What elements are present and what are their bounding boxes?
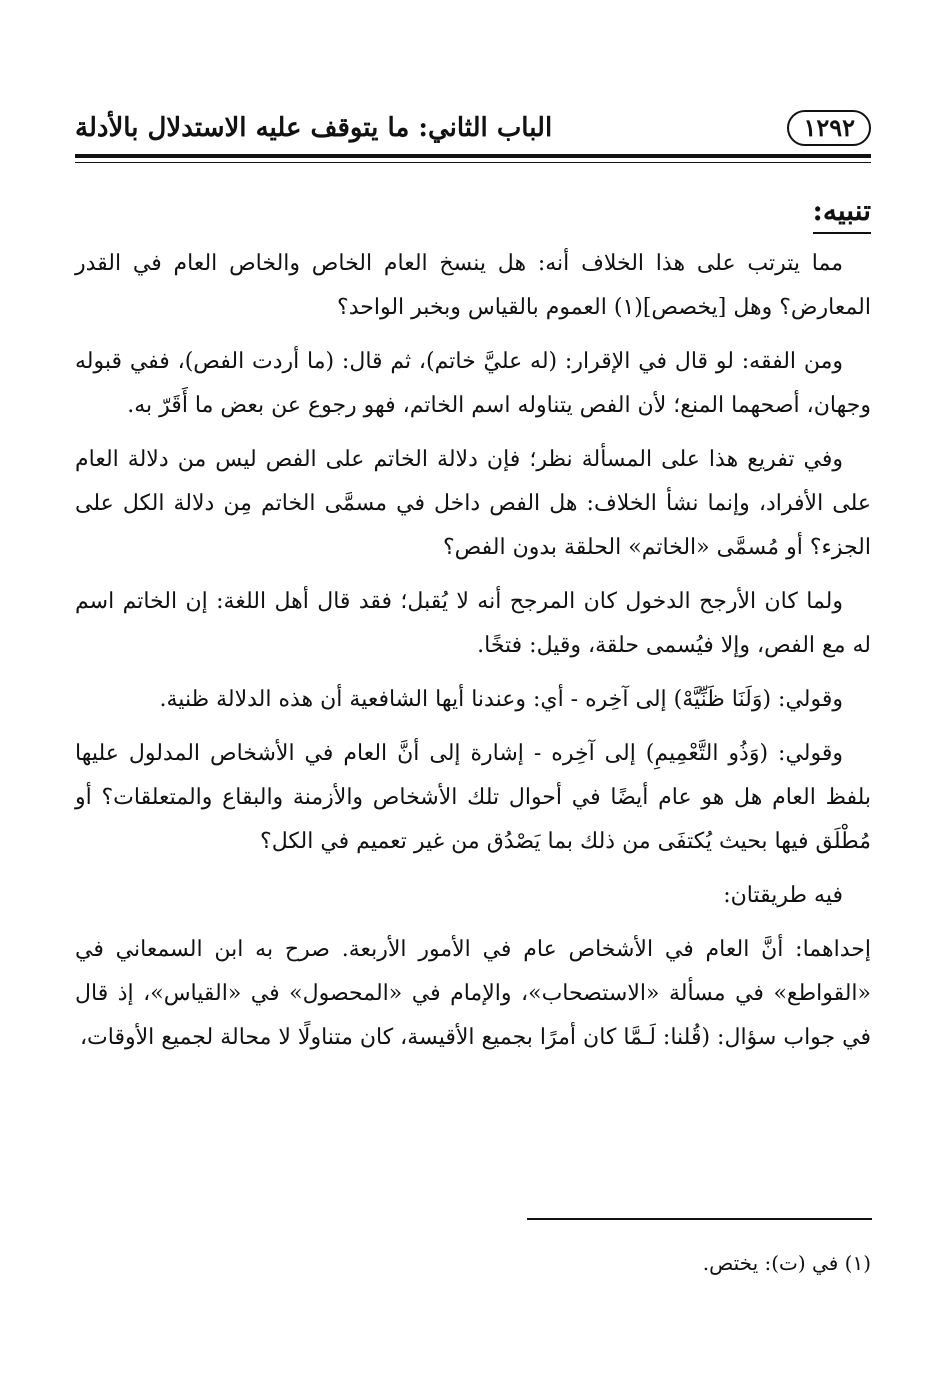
page-header <box>75 108 871 148</box>
footnote-separator <box>527 1218 872 1220</box>
footnote: (١) في (ت): يختص. <box>702 1251 871 1275</box>
paragraph-4: ولما كان الأرجح الدخول كان المرجح أنه لا يُقبل؛ فقد قال أهل اللغة: إن الخاتم اسم له مع الفص، وإلا فيُسمى حلقة، وقيل: فتخًا. <box>75 589 871 658</box>
paragraph-6: وقولي: (وَذُو التَّعْمِيمِ) إلى آخِره - إشارة إلى أنَّ العام في الأشخاص المدلول عليها بلفظ العام هل هو عام أيضًا في أحوال تلك الأشخاص والأزمنة والبقاع والمتعلقات؟ أو مُطْلَق فيها بحيث يُكتفَى من ذلك بما يَصْدُق من غير تعميم في الكل؟ <box>75 741 871 854</box>
header-rule-thick <box>75 154 871 158</box>
page-number: ١٢٩٢ <box>787 110 871 146</box>
paragraph-5: وقولي: (وَلَنَا ظَنِّيَّهْ) إلى آخِره - أي: وعندنا أيها الشافعية أن هذه الدلالة ظنية. <box>159 687 843 712</box>
paragraph-1: مما يترتب على هذا الخلاف أنه: هل ينسخ العام الخاص والخاص العام في القدر المعارض؟ وهل [يخصص](١) العموم بالقياس وبخبر الواحد؟ <box>75 251 871 320</box>
paragraph-2: ومن الفقه: لو قال في الإقرار: (له عليَّ خاتم)، ثم قال: (ما أردت الفص)، ففي قبوله وجهان، أصحهما المنع؛ لأن الفص يتناوله اسم الخاتم، فهو رجوع عن بعض ما أَقَرّ به. <box>75 349 871 418</box>
header-rule-thin <box>75 162 871 163</box>
paragraph-3: وفي تفريع هذا على المسألة نظر؛ فإن دلالة الخاتم على الفص ليس من دلالة العام على الأفراد، وإنما نشأ الخلاف: هل الفص داخل في مسمَّى الخاتم مِن دلالة الكل على الجزء؟ أو مُسمَّى «الخاتم» الحلقة بدون الفص؟ <box>75 447 871 560</box>
section-heading: تنبيه: <box>813 190 872 234</box>
paragraph-7: فيه طريقتان: <box>723 883 843 908</box>
main-text <box>75 190 871 1070</box>
running-title: الباب الثاني: ما يتوقف عليه الاستدلال بالأدلة <box>75 113 553 143</box>
paragraph-8: إحداهما: أنَّ العام في الأشخاص عام في الأمور الأربعة. صرح به ابن السمعاني في «القواطع» في مسألة «الاستصحاب»، والإمام في «المحصول» في «القياس»، إذ قال في جواب سؤال: (قُلنا: لَـمَّا كان أمرًا بجميع الأقيسة، كان متناولًا لا محالة لجميع الأوقات، <box>75 937 871 1050</box>
